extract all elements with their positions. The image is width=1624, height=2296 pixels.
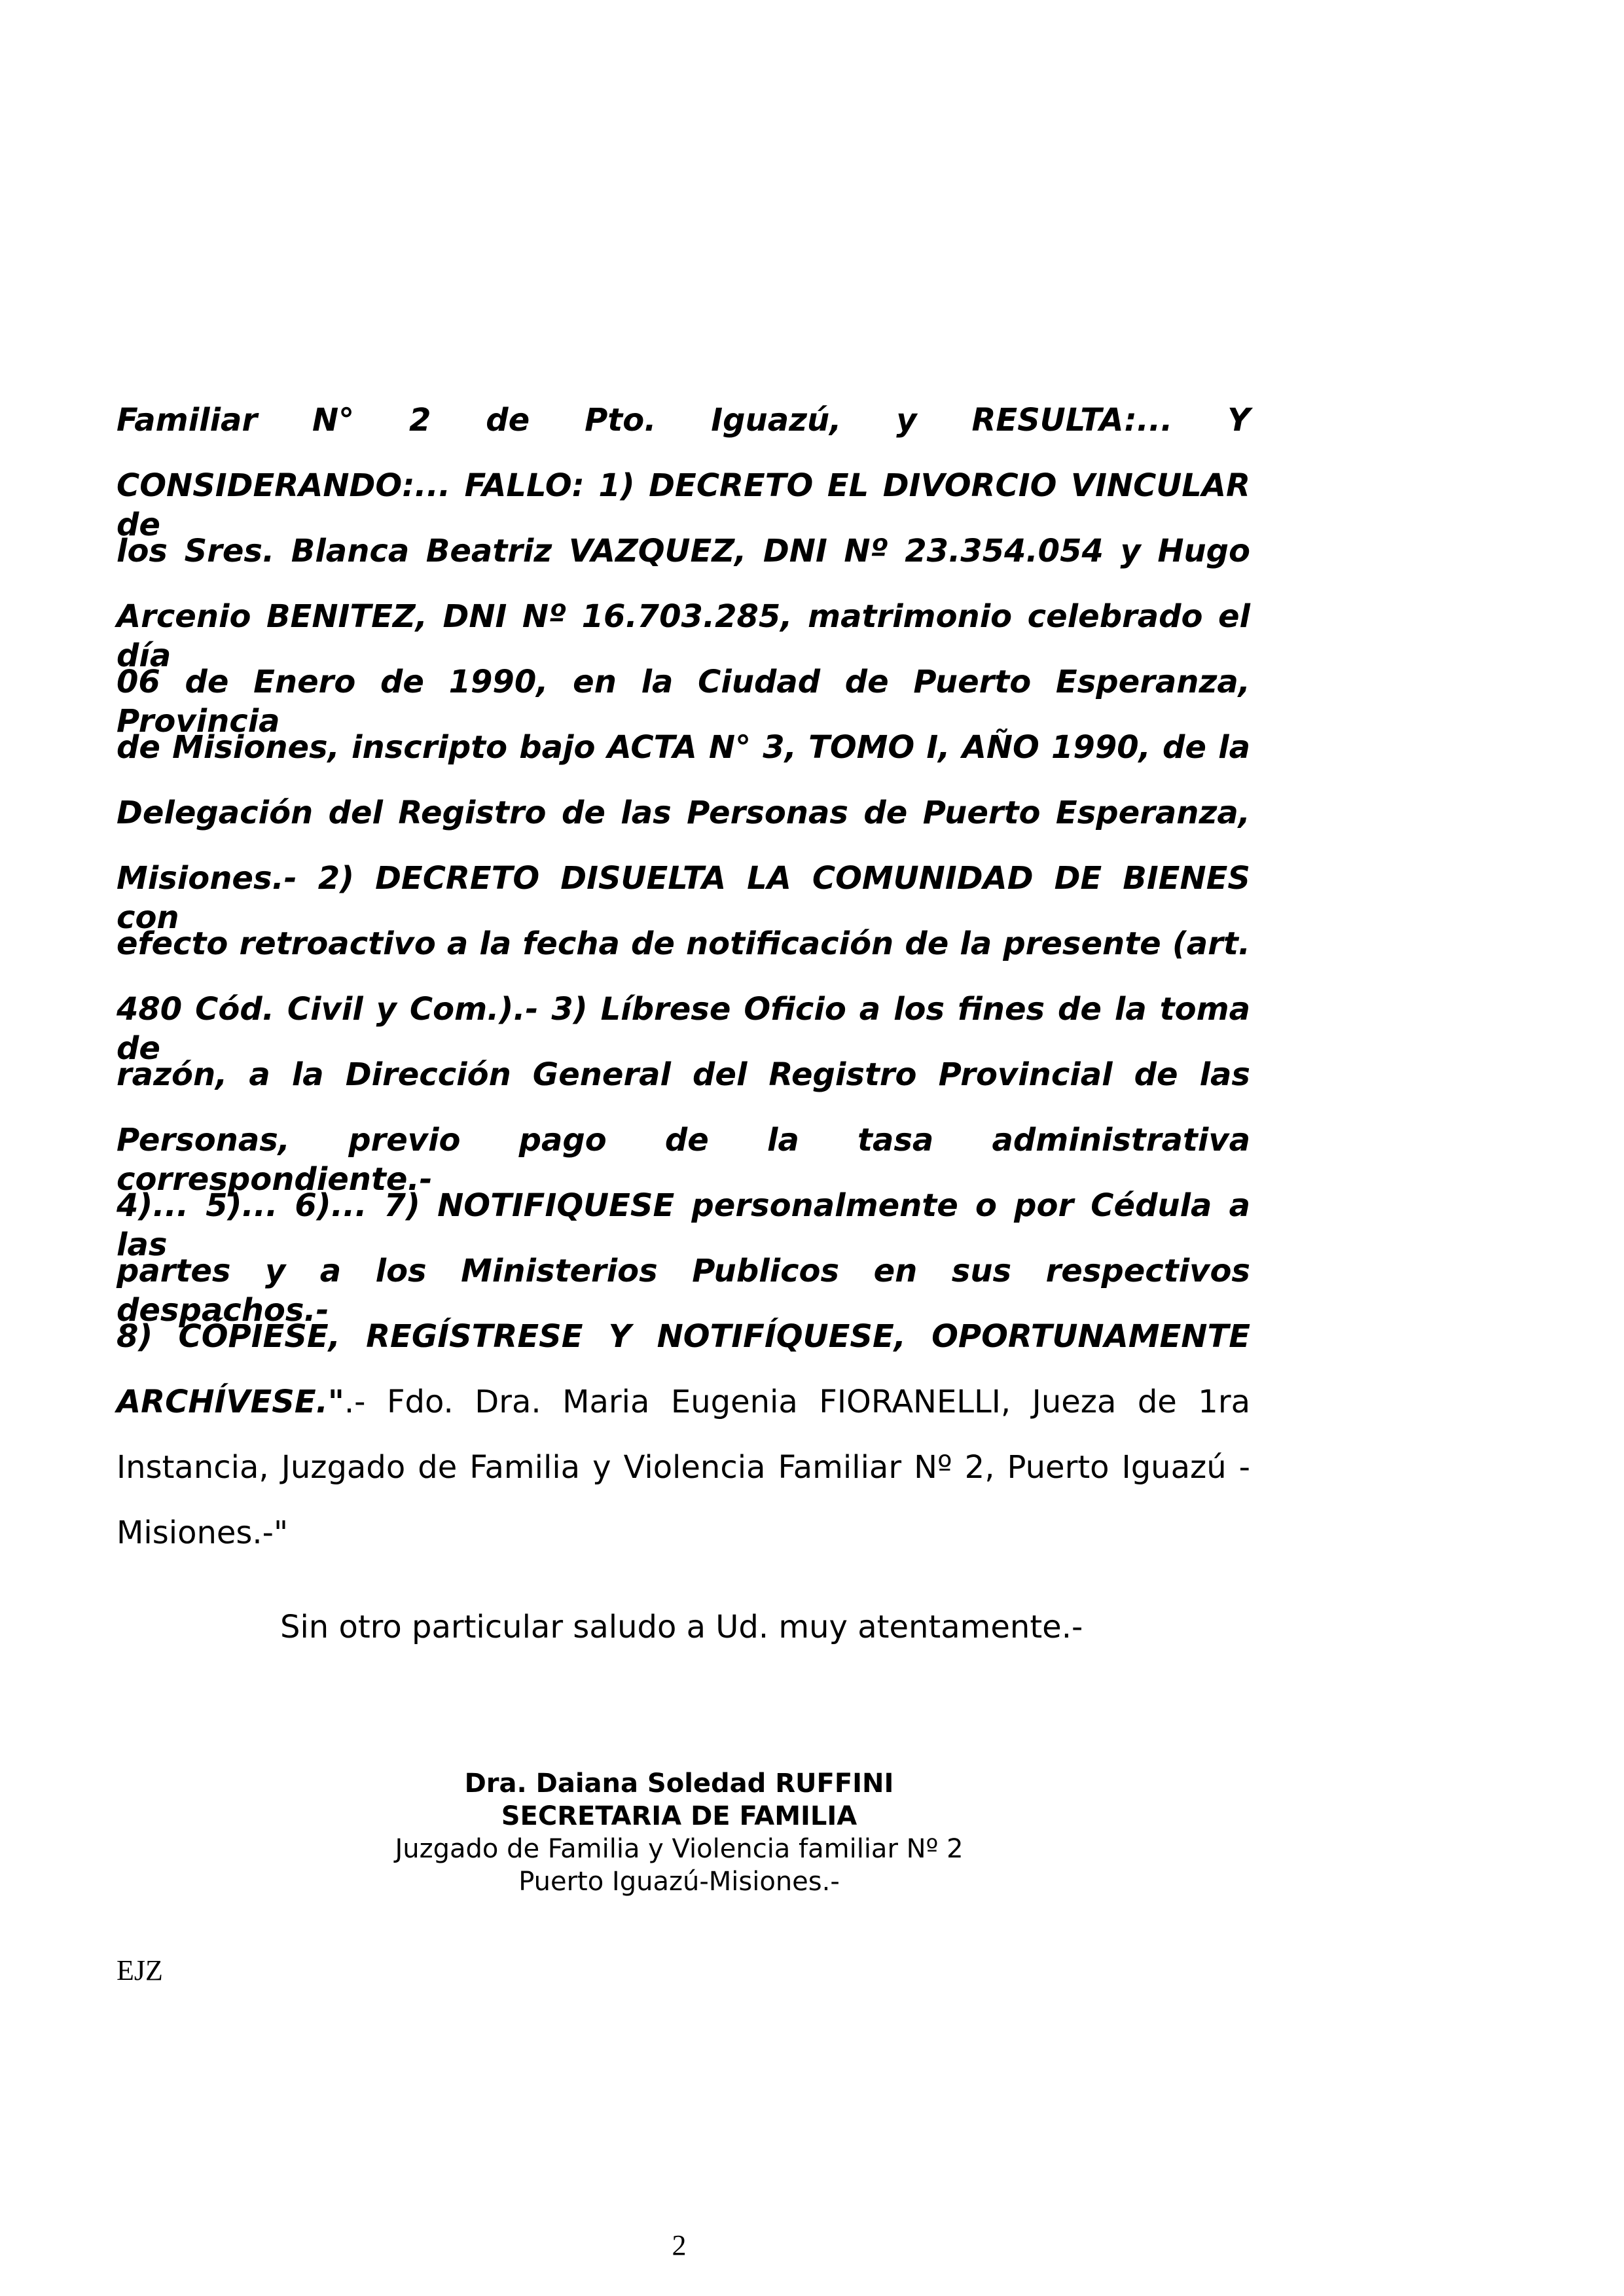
body-line-18: Misiones.-" <box>117 1515 289 1551</box>
body-line-13: 4)... 5)... 6)... 7) NOTIFIQUESE personalmente o por Cédula a las <box>117 1187 1250 1263</box>
signature-name: Dra. Daiana Soledad RUFFINI <box>464 1768 894 1799</box>
body-line-6: de Misiones, inscripto bajo ACTA N° 3, TOMO I, AÑO 1990, de la <box>117 729 1250 766</box>
body-line-9: efecto retroactivo a la fecha de notificación de la presente (art. <box>117 925 1250 962</box>
signature-court: Juzgado de Familia y Violencia familiar Nº 2 <box>395 1834 964 1864</box>
body-line-17: Instancia, Juzgado de Familia y Violencia Familiar Nº 2, Puerto Iguazú - <box>117 1449 1250 1486</box>
body-line-2: CONSIDERANDO:... FALLO: 1) DECRETO EL DIVORCIO VINCULAR de <box>117 467 1250 543</box>
body-line-10: 480 Cód. Civil y Com.).- 3) Líbrese Oficio a los fines de la toma de <box>117 991 1250 1067</box>
body-line-8: Misiones.- 2) DECRETO DISUELTA LA COMUNIDAD DE BIENES con <box>117 860 1250 936</box>
body-line-3: los Sres. Blanca Beatriz VAZQUEZ, DNI Nº 23.354.054 y Hugo <box>117 533 1250 569</box>
body-line-12: Personas, previo pago de la tasa administrativa correspondiente.- <box>117 1122 1250 1198</box>
page-number: 2 <box>672 2229 687 2261</box>
signature-role: SECRETARIA DE FAMILIA <box>501 1801 857 1831</box>
closing-greeting: Sin otro particular saludo a Ud. muy atentamente.- <box>280 1609 1083 1645</box>
body-line-16 <box>117 1382 1250 1422</box>
body-line-14: partes y a los Ministerios Publicos en sus respectivos despachos.- <box>117 1253 1250 1329</box>
body-line-1: Familiar N° 2 de Pto. Iguazú, y RESULTA:... Y <box>117 402 1250 439</box>
body-line-4: Arcenio BENITEZ, DNI Nº 16.703.285, matrimonio celebrado el día <box>117 598 1250 674</box>
body-line-7: Delegación del Registro de las Personas de Puerto Esperanza, <box>117 795 1250 831</box>
body-line-11: razón, a la Dirección General del Registro Provincial de las <box>117 1056 1250 1093</box>
signatory-judge: .- Fdo. Dra. Maria Eugenia FIORANELLI, Jueza de 1ra <box>344 1384 1250 1420</box>
archivese-bold: ARCHÍVESE." <box>117 1384 344 1420</box>
typist-initials: EJZ <box>117 1954 163 1986</box>
body-line-15: 8) CÓPIESE, REGÍSTRESE Y NOTIFÍQUESE, OPORTUNAMENTE <box>117 1318 1250 1355</box>
body-line-5: 06 de Enero de 1990, en la Ciudad de Puerto Esperanza, Provincia <box>117 664 1250 740</box>
signature-location: Puerto Iguazú-Misiones.- <box>518 1867 840 1897</box>
